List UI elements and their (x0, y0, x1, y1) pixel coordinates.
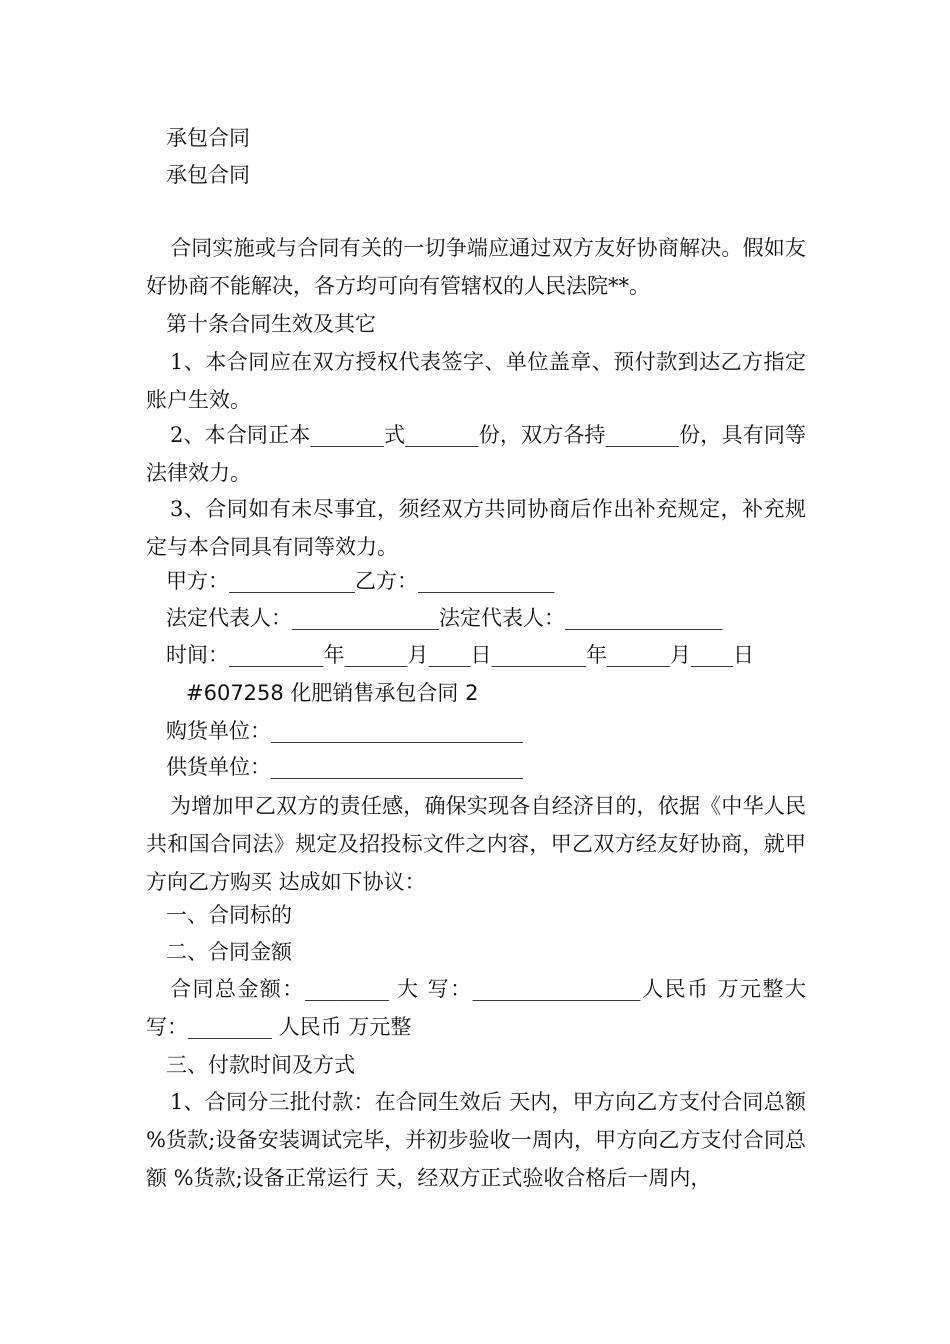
signature-dates: 时间：_________年______月____日_________年______月____日 (166, 643, 754, 667)
preamble-paragraph: 为增加甲乙双方的责任感，确保实现各自经济目的，依据《中华人民共和国合同法》规定及招投标文件之内容，甲乙双方经友好协商，就甲方向乙方购买 达成如下协议： (146, 794, 806, 894)
clause-2: 2、本合同正本_______式_______份，双方各持_______份，具有同等法律效力。 (146, 423, 806, 485)
header-title-2: 承包合同 (166, 163, 250, 187)
header-title-1: 承包合同 (166, 126, 250, 150)
second-contract-title: #607258 化肥销售承包合同 2 (186, 681, 479, 705)
signature-parties: 甲方：____________乙方：_____________ (166, 569, 555, 593)
payment-clause-1: 1、合同分三批付款：在合同生效后 天内，甲方向乙方支付合同总额 %货款;设备安装调试完毕，并初步验收一周内，甲方向乙方支付合同总额 %货款;设备正常运行 天，经双方正式验收合格后一周内， (146, 1090, 806, 1190)
contract-amount: 合同总金额：________ 大 写：________________人民币 万元整大 写：________ 人民币 万元整 (146, 977, 806, 1039)
dispute-paragraph: 合同实施或与合同有关的一切争端应通过双方友好协商解决。假如友好协商不能解决，各方均可向有管辖权的人民法院**。 (146, 236, 806, 298)
signature-representatives: 法定代表人：______________法定代表人：_______________ (166, 606, 723, 630)
section-2-heading: 二、合同金额 (166, 940, 292, 964)
supplier-unit-line: 供货单位：________________________ (166, 755, 523, 779)
clause-3: 3、合同如有未尽事宜，须经双方共同协商后作出补充规定，补充规定与本合同具有同等效力。 (146, 497, 806, 559)
clause-1: 1、本合同应在双方授权代表签字、单位盖章、预付款到达乙方指定账户生效。 (146, 350, 806, 412)
article-ten-heading: 第十条合同生效及其它 (166, 312, 376, 336)
buyer-unit-line: 购货单位：________________________ (166, 719, 523, 743)
section-1-heading: 一、合同标的 (166, 903, 292, 927)
section-3-heading: 三、付款时间及方式 (166, 1053, 355, 1077)
